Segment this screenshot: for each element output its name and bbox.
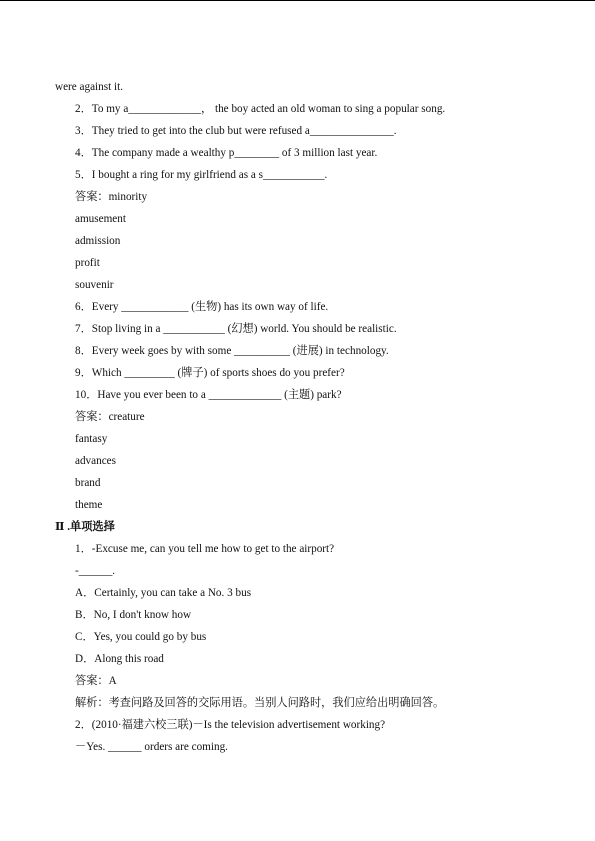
- text-line: brand: [75, 477, 101, 489]
- text-line: 4．The company made a wealthy p________ of 3 million last year.: [75, 147, 378, 159]
- text-line: were against it.: [55, 81, 124, 93]
- text-line: B．No, I don't know how: [75, 609, 192, 621]
- text-line: 1．-Excuse me, can you tell me how to get to the airport?: [75, 543, 335, 555]
- text-line: 7．Stop living in a ___________ (幻想) world. You should be realistic.: [75, 323, 397, 335]
- text-line: fantasy: [75, 433, 108, 445]
- text-line: 9．Which _________ (牌子) of sports shoes do you prefer?: [75, 367, 345, 379]
- text-line: 10．Have you ever been to a _____________ (主题) park?: [75, 389, 342, 401]
- text-line: souvenir: [75, 279, 114, 291]
- text-line: D．Along this road: [75, 653, 164, 665]
- text-line: theme: [75, 499, 103, 511]
- text-line: 2．(2010·福建六校三联)－Is the television advertisement working?: [75, 719, 386, 731]
- section-heading: Ⅱ .单项选择: [55, 521, 115, 533]
- text-line: 6．Every ____________ (生物) has its own way of life.: [75, 301, 329, 313]
- text-line: －Yes. ______ orders are coming.: [75, 741, 228, 753]
- text-line: 解析：考查问路及回答的交际用语。当别人问路时，我们应给出明确回答。: [75, 697, 445, 709]
- text-line: C．Yes, you could go by bus: [75, 631, 207, 643]
- text-line: -______.: [75, 565, 116, 577]
- text-line: 答案：minority: [75, 191, 148, 203]
- text-line: advances: [75, 455, 116, 467]
- document-body: [0, 76, 595, 758]
- text-line: A．Certainly, you can take a No. 3 bus: [75, 587, 252, 599]
- text-line: 3．They tried to get into the club but were refused a_______________.: [75, 125, 397, 137]
- text-line: admission: [75, 235, 121, 247]
- text-line: amusement: [75, 213, 126, 225]
- top-border-line: [0, 0, 595, 1]
- text-line: 8．Every week goes by with some __________ (进展) in technology.: [75, 345, 389, 357]
- text-line: 5．I bought a ring for my girlfriend as a s___________.: [75, 169, 328, 181]
- text-line: 答案：creature: [75, 411, 145, 423]
- text-line: 答案：A: [75, 675, 117, 687]
- text-line: profit: [75, 257, 100, 269]
- text-line: 2．To my a_____________， the boy acted an old woman to sing a popular song.: [75, 103, 446, 115]
